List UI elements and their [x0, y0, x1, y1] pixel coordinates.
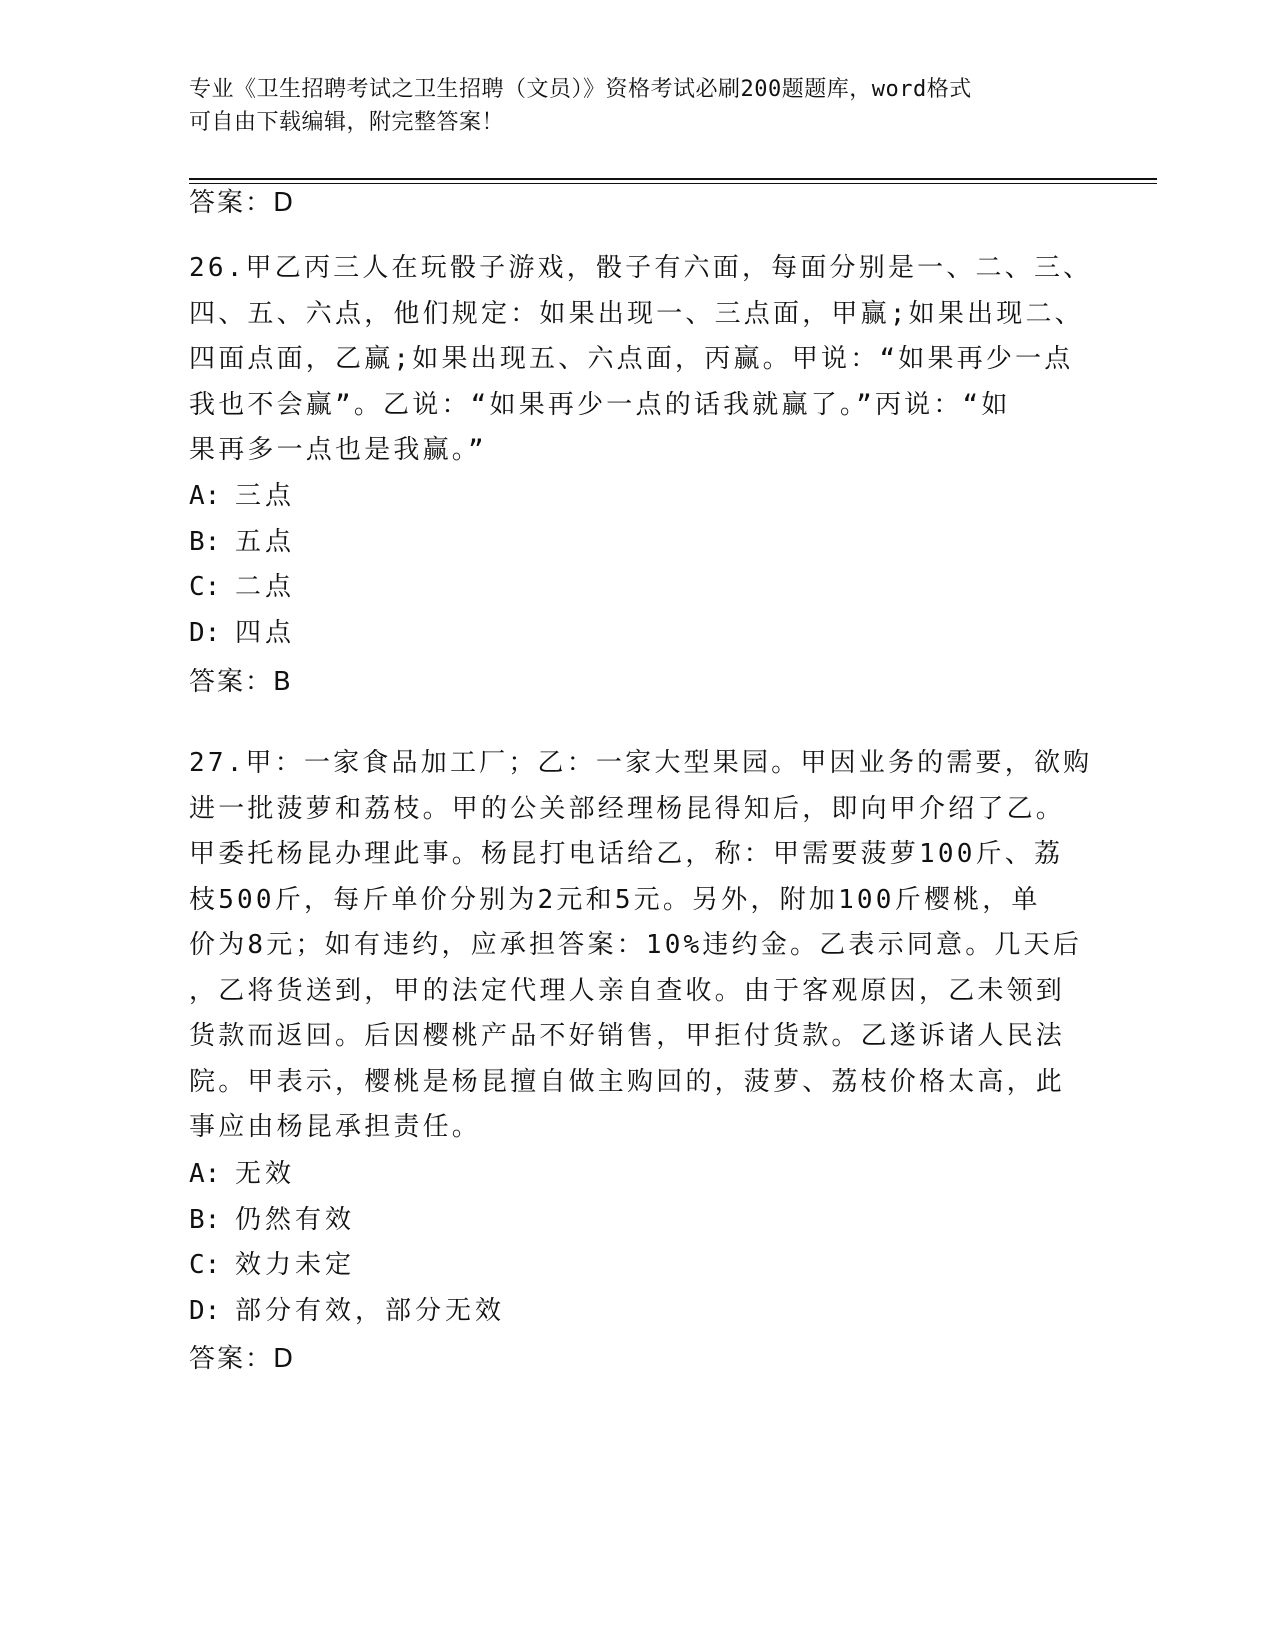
question-text-line: 价为8元；如有违约，应承担答案：10%违约金。乙表示同意。几天后: [189, 930, 1083, 960]
question-text-line: 26.甲乙丙三人在玩骰子游戏，骰子有六面，每面分别是一、二、三、: [189, 253, 1093, 283]
header-line-2: 可自由下载编辑，附完整答案！: [189, 110, 505, 135]
option-text: 二点: [235, 572, 296, 602]
option-key: A:: [189, 1159, 221, 1189]
question-27-options: [189, 1152, 505, 1334]
question-26-options: [189, 474, 295, 656]
question-26: [189, 246, 1093, 474]
option-key: C:: [189, 1250, 221, 1280]
question-text-line: 枝500斤，每斤单价分别为2元和5元。另外，附加100斤樱桃，单: [189, 884, 1041, 915]
question-text-line: 甲委托杨昆办理此事。杨昆打电话给乙，称：甲需要菠萝100斤、荔: [189, 839, 1064, 869]
answer-line: 答案：D: [189, 188, 296, 218]
option-c: [189, 565, 295, 611]
option-a: [189, 1152, 505, 1198]
question-text-line: 果再多一点也是我赢。”: [189, 435, 487, 465]
option-key: B:: [189, 526, 221, 557]
option-d: [189, 611, 295, 657]
header-rule-thick: [189, 178, 1157, 180]
header-line-1: 专业《卫生招聘考试之卫生招聘（文员）》资格考试必刷200题题库，word格式: [189, 77, 972, 102]
answer-line: 答案：D: [189, 1344, 296, 1374]
question-text-line: 四面点面，乙赢;如果出现五、六点面，丙赢。甲说：“如果再少一点: [189, 344, 1074, 374]
answer-line: 答案：B: [189, 667, 293, 697]
question-text-line: ，乙将货送到，甲的法定代理人亲自查收。由于客观原因，乙未领到: [189, 975, 1066, 1006]
option-c: [189, 1243, 505, 1289]
option-key: D:: [189, 617, 221, 648]
option-text: 四点: [235, 617, 296, 648]
question-27: [189, 741, 1093, 1151]
option-key: C:: [189, 572, 221, 602]
option-b: [189, 520, 295, 566]
option-text: 五点: [235, 526, 296, 557]
document-header: [189, 73, 1089, 139]
question-text-line: 货款而返回。后因樱桃产品不好销售，甲拒付货款。乙遂诉诸人民法: [189, 1021, 1066, 1051]
option-d: [189, 1289, 505, 1335]
option-key: D:: [189, 1295, 221, 1326]
question-text-line: 院。甲表示，樱桃是杨昆擅自做主购回的，菠萝、荔枝价格太高，此: [189, 1066, 1066, 1097]
option-text: 无效: [235, 1159, 296, 1189]
option-b: [189, 1198, 505, 1244]
header-rule-thin: [189, 183, 1157, 184]
question-text-line: 27.甲：一家食品加工厂；乙：一家大型果园。甲因业务的需要，欲购: [189, 748, 1093, 778]
option-text: 仍然有效: [235, 1204, 356, 1235]
option-a: [189, 474, 295, 520]
question-text-line: 进一批菠萝和荔枝。甲的公关部经理杨昆得知后，即向甲介绍了乙。: [189, 793, 1066, 824]
question-text-line: 我也不会赢”。乙说：“如果再少一点的话我就赢了。”丙说：“如: [189, 389, 1011, 420]
question-text-line: 四、五、六点，他们规定：如果出现一、三点面，甲赢;如果出现二、: [189, 298, 1084, 329]
option-key: A:: [189, 481, 221, 511]
option-key: B:: [189, 1204, 221, 1235]
question-text-line: 事应由杨昆承担责任。: [189, 1112, 482, 1142]
option-text: 部分有效，部分无效: [235, 1295, 506, 1326]
option-text: 三点: [235, 481, 296, 511]
option-text: 效力未定: [235, 1250, 356, 1280]
